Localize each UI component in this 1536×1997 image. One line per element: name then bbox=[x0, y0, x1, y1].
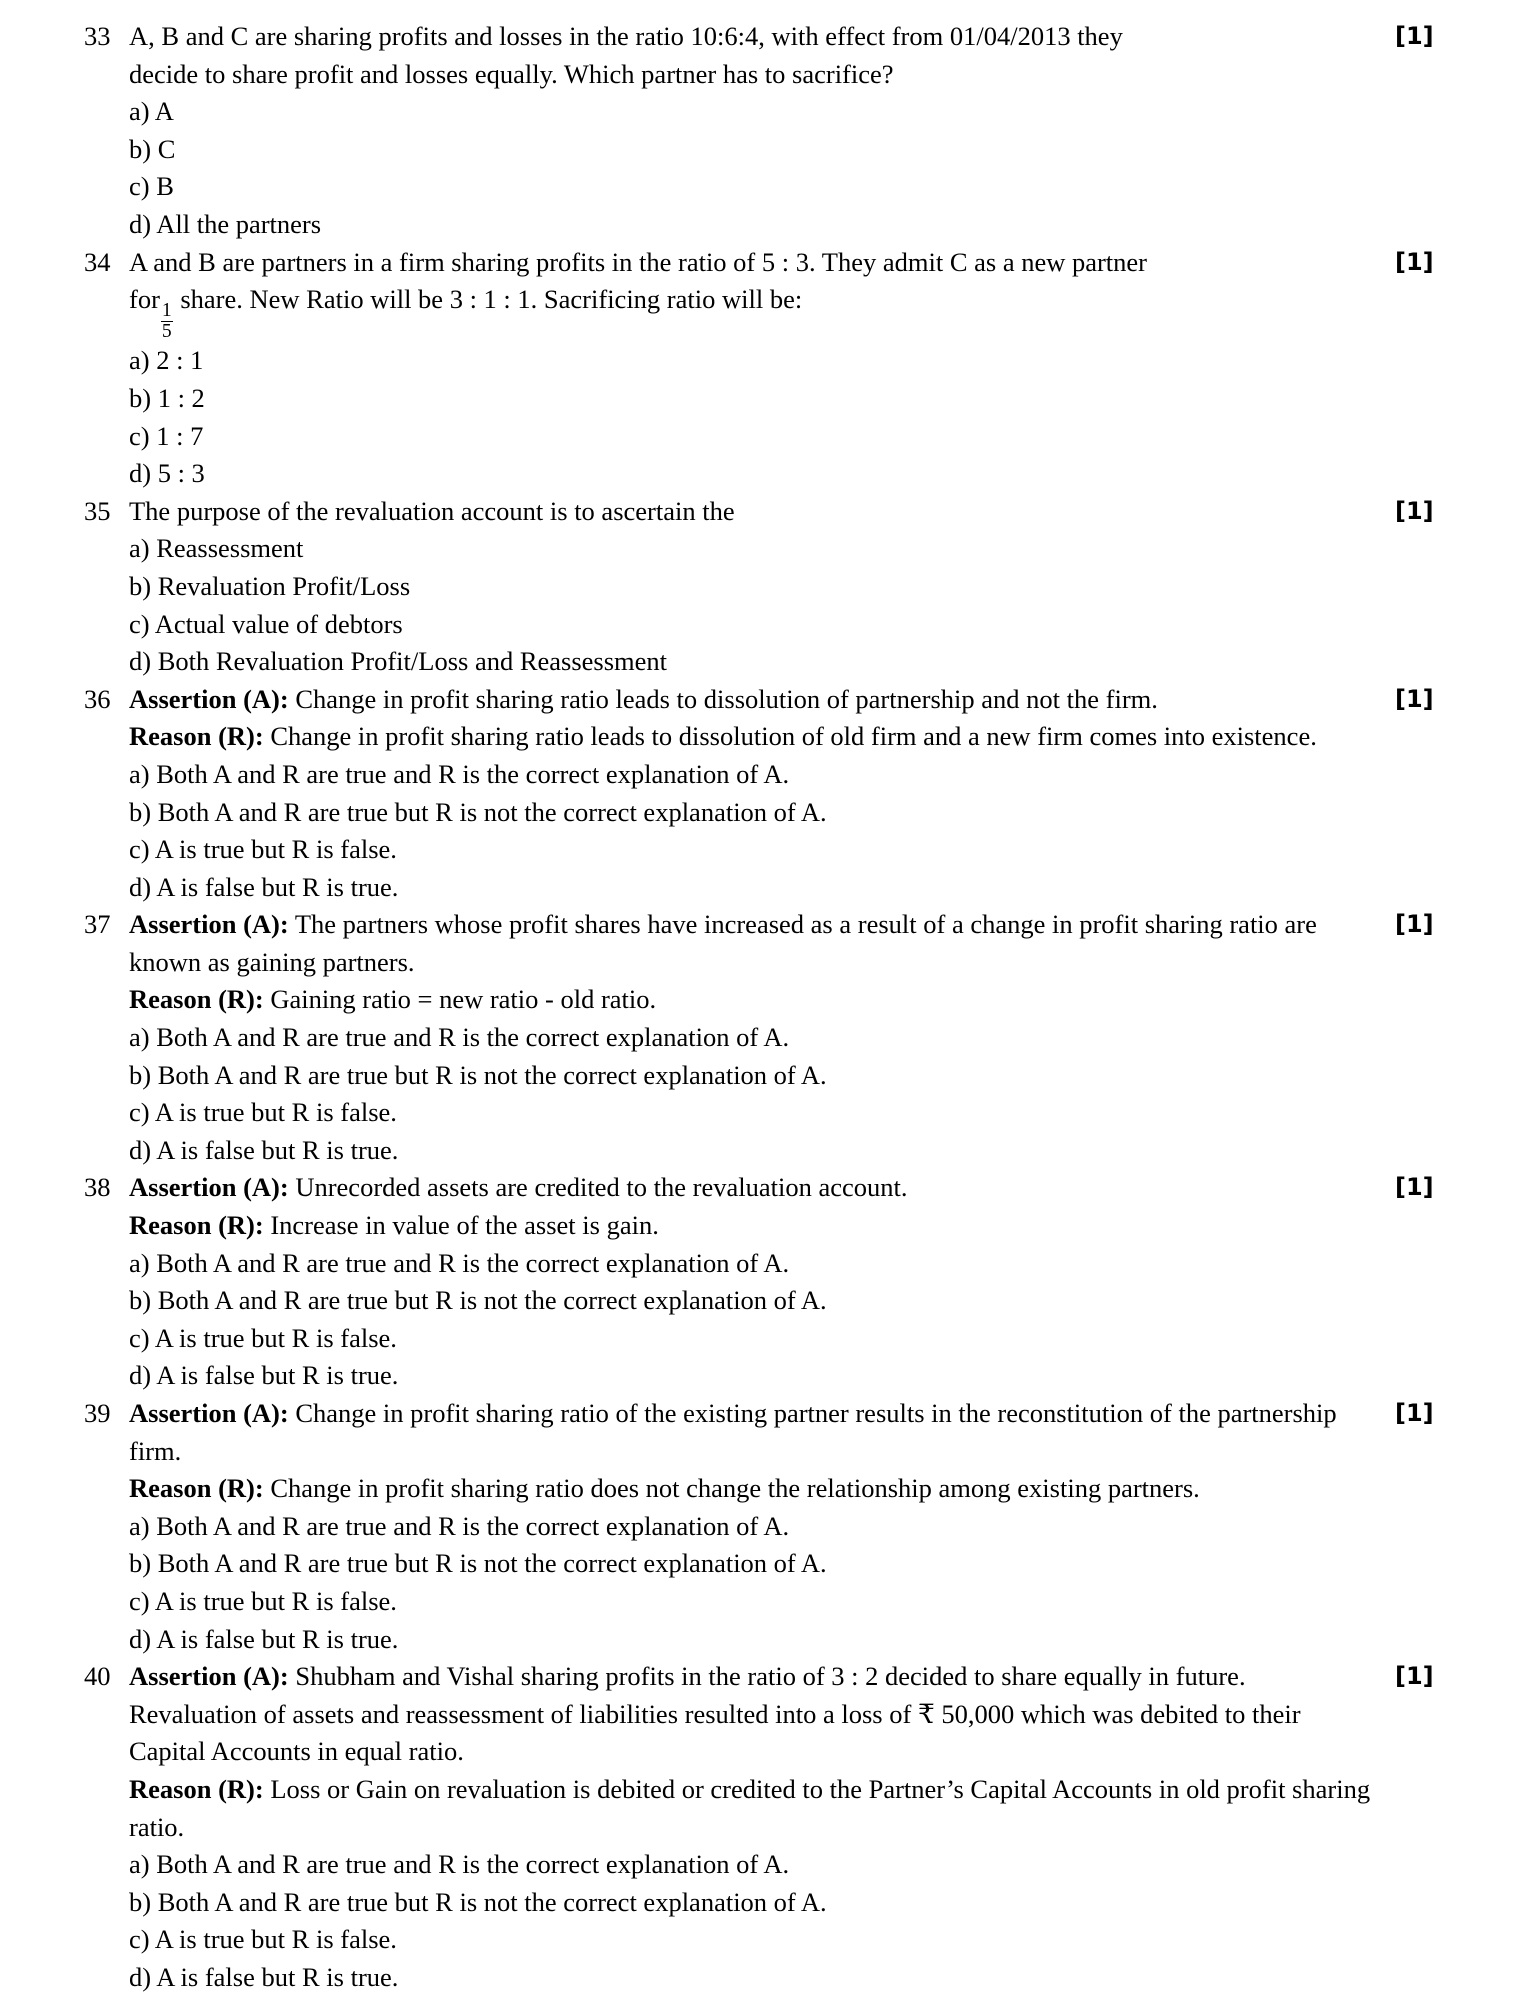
assertion-label: Assertion (A): bbox=[129, 1172, 289, 1203]
answer-option[interactable]: a) Reassessment bbox=[129, 533, 304, 564]
answer-option[interactable]: b) 1 : 2 bbox=[129, 382, 205, 413]
question-row bbox=[0, 1658, 1536, 1996]
answer-option[interactable]: c) 1 : 7 bbox=[129, 420, 204, 451]
question-marks: [1] bbox=[1395, 22, 1434, 50]
reason-block bbox=[129, 1207, 1381, 1245]
reason-label: Reason (R): bbox=[129, 1773, 264, 1804]
reason-label: Reason (R): bbox=[129, 984, 264, 1015]
answer-option[interactable]: b) C bbox=[129, 133, 176, 164]
answer-option[interactable]: d) A is false but R is true. bbox=[129, 871, 399, 902]
fraction-prefix-text: for bbox=[129, 284, 160, 315]
reason-text: Change in profit sharing ratio leads to dissolution of old firm and a new firm comes into existence. bbox=[263, 721, 1317, 752]
assertion-block bbox=[129, 1658, 1381, 1771]
question-stem-line: The purpose of the revaluation account is to ascertain the bbox=[129, 495, 735, 526]
answer-option[interactable]: d) 5 : 3 bbox=[129, 458, 205, 489]
reason-block bbox=[129, 1470, 1381, 1508]
answer-option[interactable]: d) A is false but R is true. bbox=[129, 1360, 399, 1391]
question-body bbox=[129, 244, 1381, 493]
question-row bbox=[0, 1169, 1536, 1395]
answer-option[interactable]: a) Both A and R are true and R is the correct explanation of A. bbox=[129, 1022, 790, 1053]
question-list bbox=[0, 18, 1536, 1997]
question-marks: [1] bbox=[1395, 1662, 1434, 1691]
reason-block bbox=[129, 981, 1381, 1019]
reason-text: Loss or Gain on revaluation is debited or credited to the Partner’s Capital Accounts in old profit sharing ratio. bbox=[129, 1773, 1371, 1842]
question-number: 39 bbox=[84, 1398, 111, 1429]
assertion-text: The partners whose profit shares have increased as a result of a change in profit sharing ratio are known as gaining partners. bbox=[129, 909, 1317, 977]
question-row bbox=[0, 1395, 1536, 1658]
answer-option[interactable]: b) Both A and R are true but R is not the correct explanation of A. bbox=[129, 1285, 827, 1316]
question-row bbox=[0, 493, 1536, 681]
question-body bbox=[129, 1169, 1381, 1395]
answer-option[interactable]: c) A is true but R is false. bbox=[129, 1322, 397, 1353]
assertion-block bbox=[129, 1169, 1381, 1207]
assertion-label: Assertion (A): bbox=[129, 1661, 289, 1692]
reason-block bbox=[129, 1771, 1381, 1846]
reason-text: Change in profit sharing ratio does not change the relationship among existing partners. bbox=[263, 1473, 1200, 1504]
question-marks: [1] bbox=[1395, 910, 1434, 939]
question-body bbox=[129, 18, 1381, 244]
answer-option[interactable]: c) A is true but R is false. bbox=[129, 1097, 397, 1128]
answer-option[interactable]: a) Both A and R are true and R is the correct explanation of A. bbox=[129, 1247, 790, 1278]
assertion-label: Assertion (A): bbox=[129, 909, 289, 940]
question-body bbox=[129, 681, 1381, 907]
question-marks: [1] bbox=[1395, 247, 1434, 276]
answer-option[interactable]: d) A is false but R is true. bbox=[129, 1623, 399, 1654]
question-number: 33 bbox=[84, 21, 111, 51]
answer-option[interactable]: a) A bbox=[129, 96, 174, 127]
question-marks: [1] bbox=[1395, 1399, 1434, 1428]
reason-label: Reason (R): bbox=[129, 1473, 264, 1504]
question-marks: [1] bbox=[1395, 496, 1434, 525]
question-number: 37 bbox=[84, 909, 111, 940]
question-number: 35 bbox=[84, 495, 111, 526]
assertion-text: Change in profit sharing ratio leads to dissolution of partnership and not the firm. bbox=[288, 683, 1158, 714]
answer-option[interactable]: b) Both A and R are true but R is not the correct explanation of A. bbox=[129, 1548, 827, 1579]
question-body bbox=[129, 493, 1381, 681]
answer-option[interactable]: d) A is false but R is true. bbox=[129, 1961, 399, 1992]
question-stem-fraction-line bbox=[129, 281, 1381, 342]
answer-option[interactable]: d) All the partners bbox=[129, 208, 322, 239]
question-stem-line: A and B are partners in a firm sharing profits in the ratio of 5 : 3. They admit C as a new partner bbox=[129, 246, 1148, 277]
answer-option[interactable]: a) Both A and R are true and R is the correct explanation of A. bbox=[129, 1849, 790, 1880]
reason-text: Increase in value of the asset is gain. bbox=[263, 1210, 659, 1241]
answer-option[interactable]: b) Both A and R are true but R is not the correct explanation of A. bbox=[129, 1886, 827, 1917]
assertion-label: Assertion (A): bbox=[129, 1398, 289, 1429]
answer-option[interactable]: c) B bbox=[129, 171, 174, 202]
question-stem-line: decide to share profit and losses equally. Which partner has to sacrifice? bbox=[129, 58, 894, 89]
answer-option[interactable]: d) A is false but R is true. bbox=[129, 1134, 399, 1165]
assertion-block bbox=[129, 681, 1381, 719]
question-number: 40 bbox=[84, 1661, 111, 1692]
answer-option[interactable]: b) Both A and R are true but R is not the correct explanation of A. bbox=[129, 796, 827, 827]
assertion-text: Unrecorded assets are credited to the revaluation account. bbox=[288, 1172, 908, 1203]
question-row bbox=[0, 18, 1536, 244]
question-number: 36 bbox=[84, 683, 111, 714]
question-body bbox=[129, 1395, 1381, 1658]
answer-option[interactable]: c) A is true but R is false. bbox=[129, 1924, 397, 1955]
reason-text: Gaining ratio = new ratio - old ratio. bbox=[263, 984, 657, 1015]
reason-block bbox=[129, 718, 1381, 756]
question-body bbox=[129, 906, 1381, 1169]
answer-option[interactable]: a) Both A and R are true and R is the correct explanation of A. bbox=[129, 1510, 790, 1541]
fraction-one-fifth bbox=[161, 301, 173, 342]
answer-option[interactable]: c) A is true but R is false. bbox=[129, 834, 397, 865]
question-marks: [1] bbox=[1395, 684, 1434, 713]
answer-option[interactable]: b) Both A and R are true but R is not the correct explanation of A. bbox=[129, 1059, 827, 1090]
fraction-suffix-text: share. New Ratio will be 3 : 1 : 1. Sacrificing ratio will be: bbox=[173, 284, 803, 315]
answer-option[interactable]: a) Both A and R are true and R is the correct explanation of A. bbox=[129, 758, 790, 789]
question-number: 34 bbox=[84, 246, 111, 277]
question-row bbox=[0, 244, 1536, 493]
answer-option[interactable]: d) Both Revaluation Profit/Loss and Reassessment bbox=[129, 646, 668, 677]
question-row bbox=[0, 681, 1536, 907]
question-row bbox=[0, 906, 1536, 1169]
question-number: 38 bbox=[84, 1172, 111, 1203]
reason-label: Reason (R): bbox=[129, 721, 264, 752]
answer-option[interactable]: a) 2 : 1 bbox=[129, 345, 204, 376]
answer-option[interactable]: c) Actual value of debtors bbox=[129, 608, 403, 639]
answer-option[interactable]: b) Revaluation Profit/Loss bbox=[129, 570, 411, 601]
fraction-denominator: 5 bbox=[161, 321, 172, 343]
question-marks: [1] bbox=[1395, 1173, 1434, 1202]
fraction-numerator: 1 bbox=[161, 300, 172, 322]
assertion-text: Change in profit sharing ratio of the existing partner results in the reconstitution of the partnership firm. bbox=[129, 1398, 1337, 1466]
question-body bbox=[129, 1658, 1381, 1996]
assertion-block bbox=[129, 906, 1381, 981]
assertion-label: Assertion (A): bbox=[129, 683, 289, 714]
question-stem-line: A, B and C are sharing profits and losses in the ratio 10:6:4, with effect from 01/04/2013 they bbox=[129, 21, 1123, 51]
answer-option[interactable]: c) A is true but R is false. bbox=[129, 1585, 397, 1616]
assertion-block bbox=[129, 1395, 1381, 1470]
assertion-text: Shubham and Vishal sharing profits in the ratio of 3 : 2 decided to share equally in future. Revaluation of assets and reassessment of liabilities resulted into a loss of ₹ 50,000 which was debited to their Capital Accounts in equal ratio. bbox=[129, 1661, 1301, 1767]
reason-label: Reason (R): bbox=[129, 1210, 264, 1241]
